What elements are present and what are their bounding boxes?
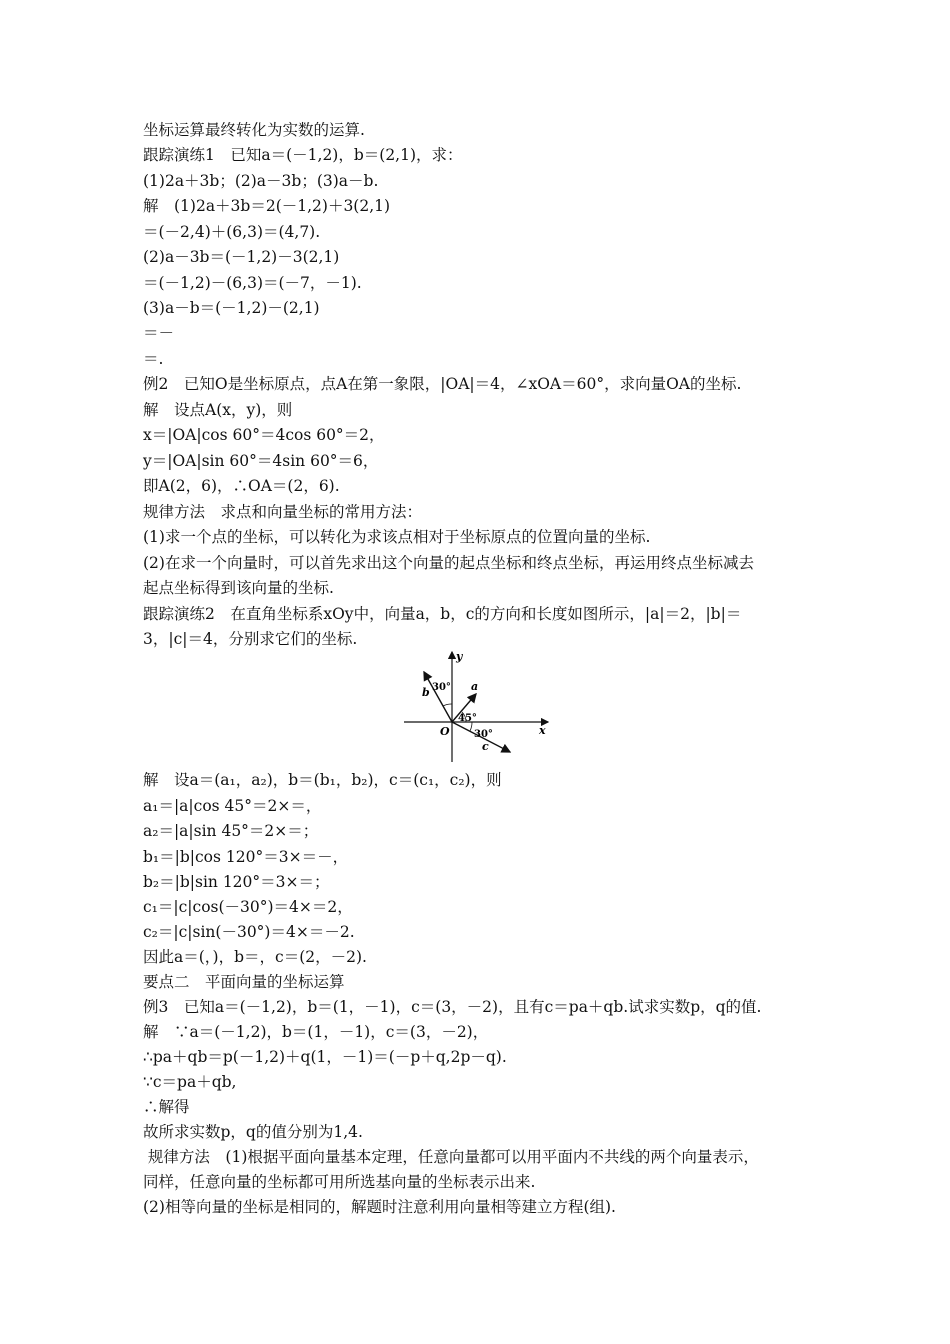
text-line: 跟踪演练1 已知a＝(－1,2)，b＝(2,1)，求： bbox=[143, 146, 463, 164]
text-line: 解 设点A(x，y)，则 bbox=[143, 401, 293, 419]
text-line: 起点坐标得到该向量的坐标. bbox=[143, 579, 334, 597]
angle-a-label: 45° bbox=[458, 713, 477, 724]
text-line: 3，|c|＝4，分别求它们的坐标. bbox=[143, 630, 358, 648]
angle-c-label: 30° bbox=[474, 729, 493, 740]
text-line: 解 设a＝(a₁，a₂)，b＝(b₁，b₂)，c＝(c₁，c₂)，则 bbox=[143, 771, 502, 789]
y-axis-label: y bbox=[456, 650, 463, 663]
text-line: 规律方法 (1)根据平面向量基本定理，任意向量都可以用平面内不共线的两个向量表示， bbox=[143, 1148, 759, 1166]
text-line: 因此a＝(，)，b＝，c＝(2，－2). bbox=[143, 948, 367, 966]
text-line: 例3 已知a＝(－1,2)，b＝(1，－1)，c＝(3，－2)，且有c＝pa＋qb.试求实数p，q的值. bbox=[143, 998, 762, 1016]
text-line: ∵c＝pa＋qb, bbox=[143, 1073, 237, 1091]
text-line: 即A(2，6)，∴OA＝(2，6). bbox=[143, 477, 340, 495]
text-line: 坐标运算最终转化为实数的运算. bbox=[143, 121, 365, 139]
text-line: (1)2a＋3b；(2)a－3b；(3)a－b. bbox=[143, 172, 379, 190]
text-line: ＝－ bbox=[143, 324, 175, 342]
text-line: ∴解得 bbox=[143, 1098, 190, 1116]
text-line: (2)a－3b＝(－1,2)－3(2,1) bbox=[143, 248, 340, 266]
text-line: 解 (1)2a＋3b＝2(－1,2)＋3(2,1) bbox=[143, 197, 391, 215]
vector-b-label: b bbox=[422, 686, 430, 699]
text-line: (2)在求一个向量时，可以首先求出这个向量的起点坐标和终点坐标，再运用终点坐标减去 bbox=[143, 554, 754, 572]
text-line: c₂＝|c|sin(－30°)＝4×＝－2. bbox=[143, 923, 355, 941]
origin-label: O bbox=[440, 725, 450, 738]
angle-arc-b bbox=[443, 704, 452, 706]
text-line: 跟踪演练2 在直角坐标系xOy中，向量a，b，c的方向和长度如图所示，|a|＝2，|b|＝ bbox=[143, 605, 742, 623]
text-line: b₁＝|b|cos 120°＝3×＝－， bbox=[143, 848, 349, 866]
vector-figure bbox=[402, 648, 552, 764]
vector-a-label: a bbox=[471, 680, 479, 693]
text-line: x＝|OA|cos 60°＝4cos 60°＝2， bbox=[143, 426, 385, 444]
vector-c-label: c bbox=[482, 740, 489, 753]
text-line: a₂＝|a|sin 45°＝2×＝； bbox=[143, 822, 319, 840]
angle-b-label: 30° bbox=[432, 682, 451, 693]
section-heading: 要点二 平面向量的坐标运算 bbox=[143, 973, 345, 991]
text-line: (2)相等向量的坐标是相同的，解题时注意利用向量相等建立方程(组). bbox=[143, 1198, 616, 1216]
text-line: ＝(－1,2)－(6,3)＝(－7，－1). bbox=[143, 274, 362, 292]
text-line: 故所求实数p，q的值分别为1,4. bbox=[143, 1123, 363, 1141]
text-line: 规律方法 求点和向量坐标的常用方法： bbox=[143, 503, 423, 521]
text-line: ∴pa＋qb＝p(－1,2)＋q(1，－1)＝(－p＋q,2p－q). bbox=[143, 1048, 507, 1066]
text-line: (1)求一个点的坐标，可以转化为求该点相对于坐标原点的位置向量的坐标. bbox=[143, 528, 651, 546]
text-line: ＝. bbox=[143, 350, 164, 368]
x-axis-label: x bbox=[539, 724, 546, 737]
text-line: c₁＝|c|cos(－30°)＝4×＝2， bbox=[143, 898, 353, 916]
text-line: ＝(－2,4)＋(6,3)＝(4,7). bbox=[143, 223, 321, 241]
text-line: (3)a－b＝(－1,2)－(2,1) bbox=[143, 299, 320, 317]
text-line: a₁＝|a|cos 45°＝2×＝， bbox=[143, 797, 322, 815]
text-line: 解 ∵a＝(－1,2)，b＝(1，－1)，c＝(3，－2)， bbox=[143, 1023, 489, 1041]
text-line: y＝|OA|sin 60°＝4sin 60°＝6， bbox=[143, 452, 379, 470]
text-line: 同样，任意向量的坐标都可用所选基向量的坐标表示出来. bbox=[143, 1173, 536, 1191]
text-line: 例2 已知O是坐标原点，点A在第一象限，|OA|＝4，∠xOA＝60°，求向量OA的坐标. bbox=[143, 375, 742, 393]
text-line: b₂＝|b|sin 120°＝3×＝； bbox=[143, 873, 330, 891]
